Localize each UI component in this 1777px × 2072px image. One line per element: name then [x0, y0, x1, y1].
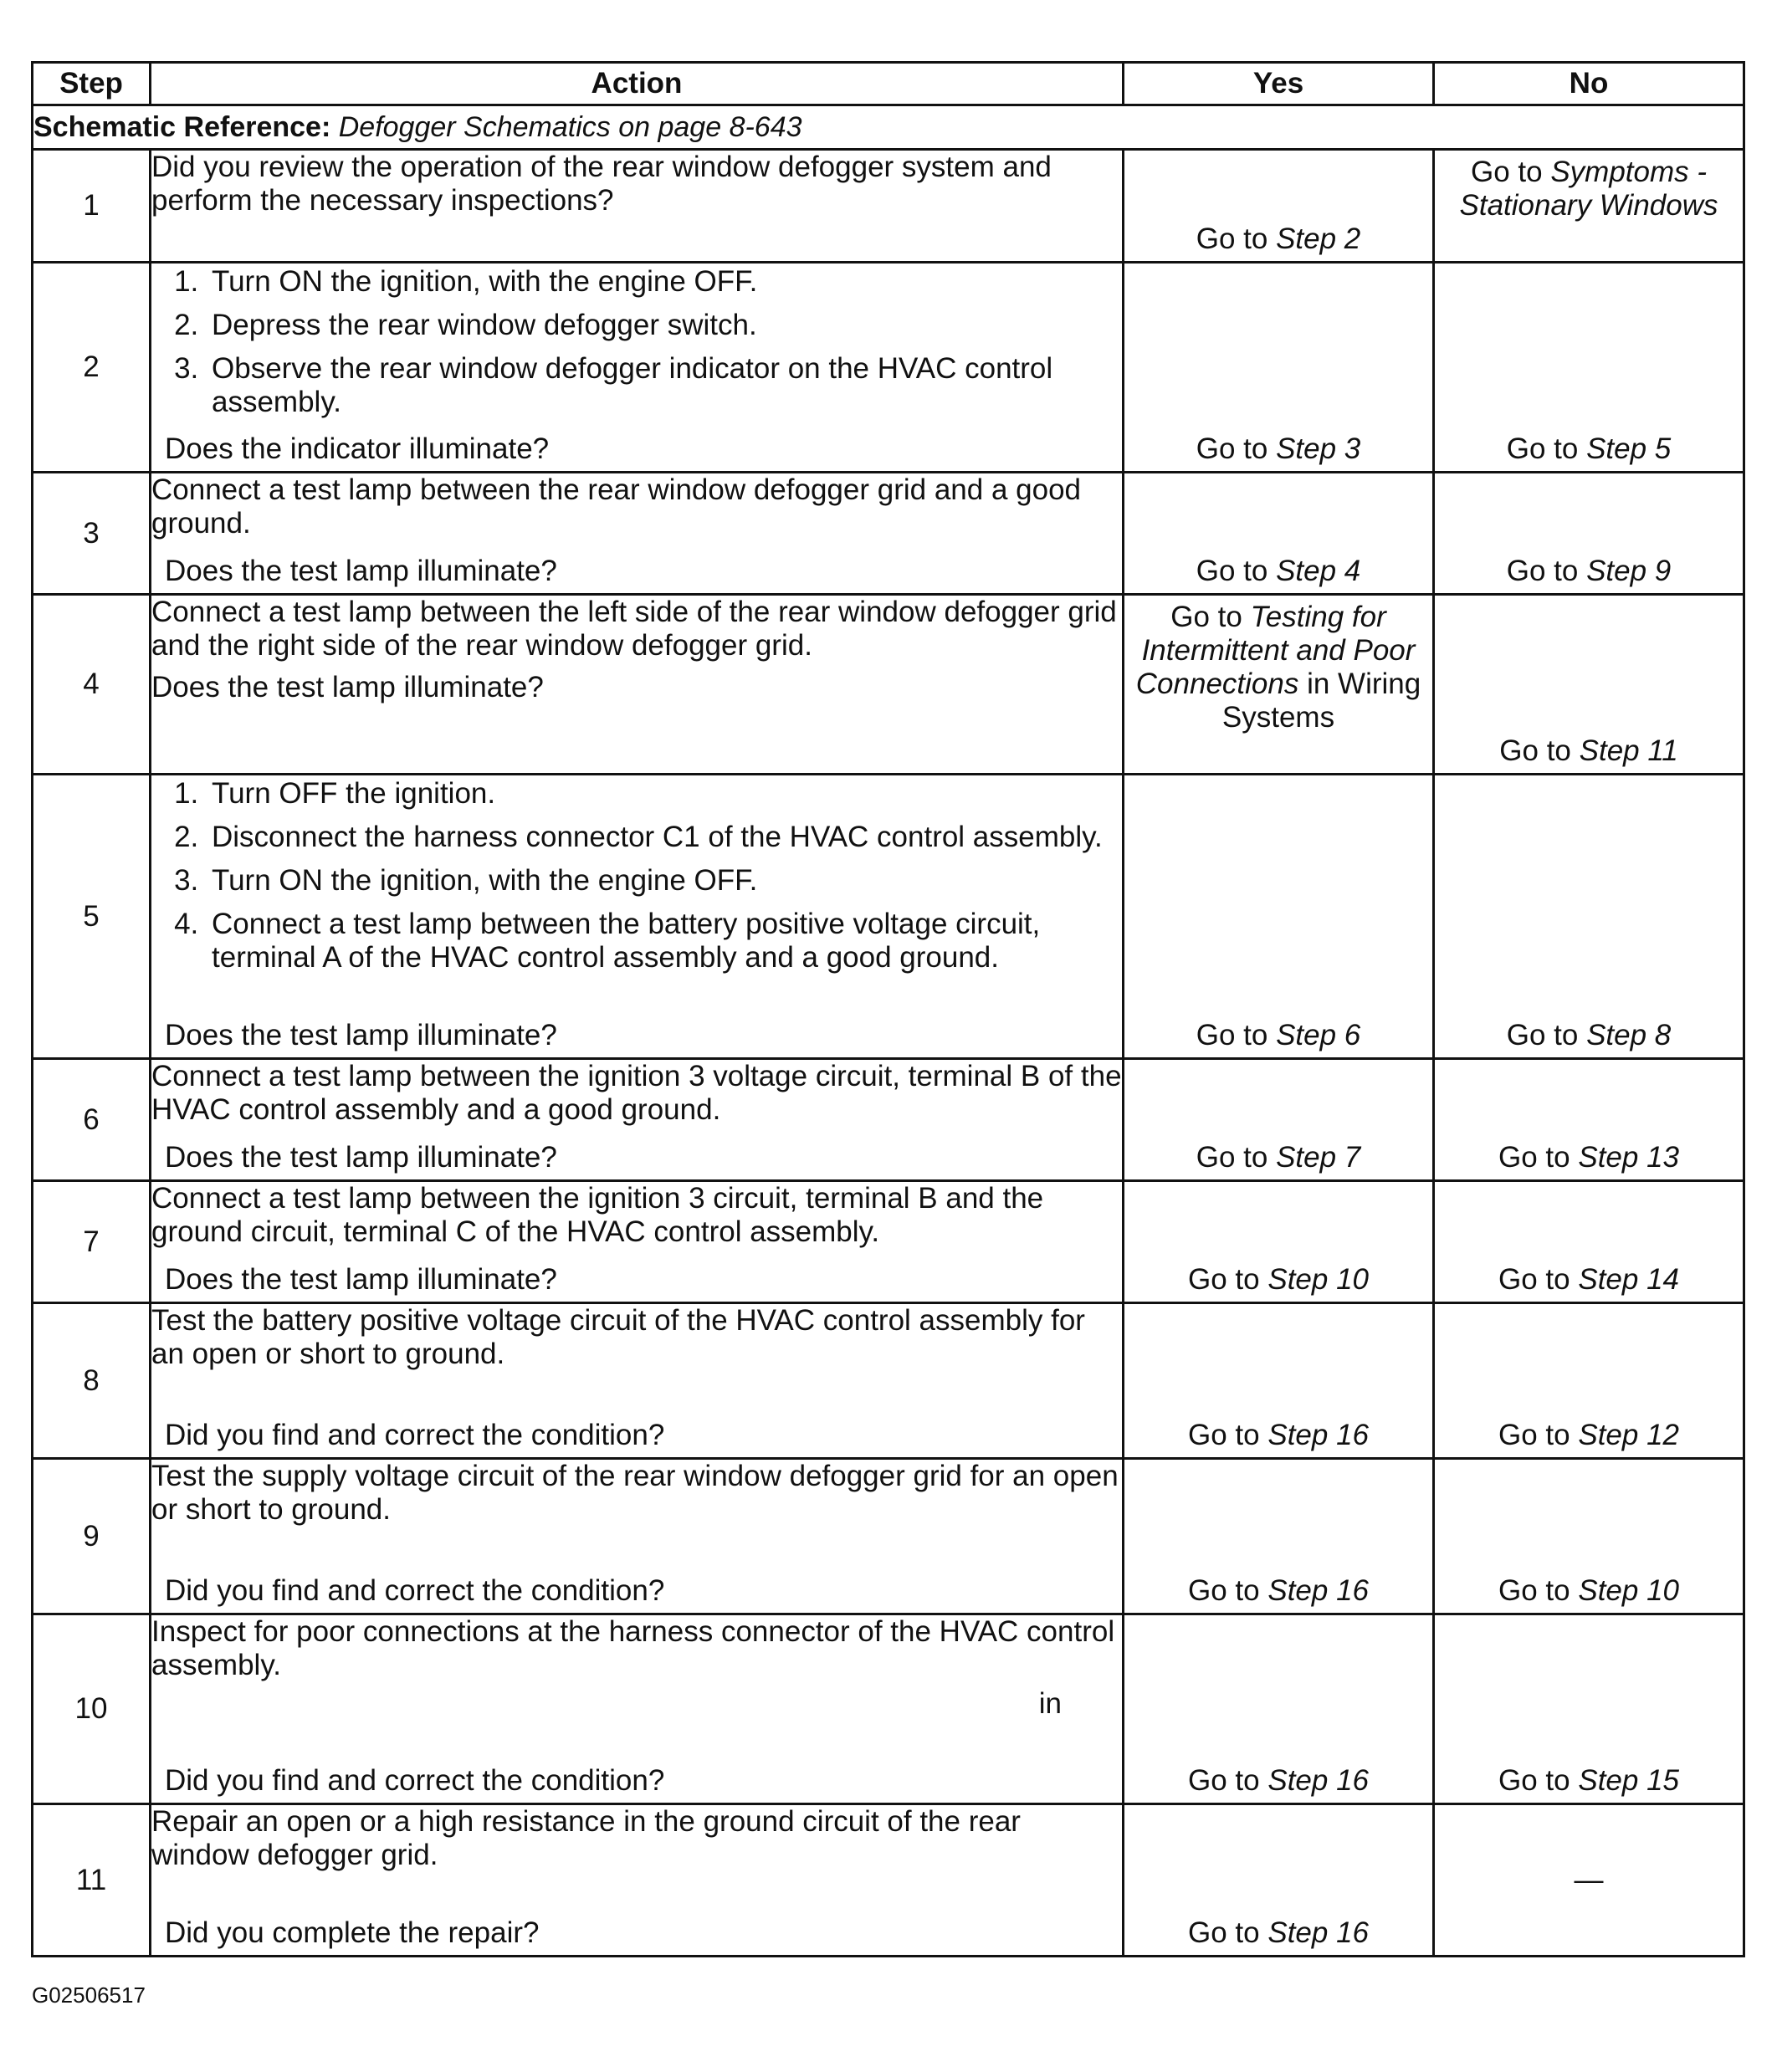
step-reference: Step 12: [1578, 1419, 1679, 1451]
yes-cell: [1124, 150, 1434, 263]
no-link[interactable]: [1435, 1263, 1743, 1297]
yes-link[interactable]: [1124, 432, 1432, 466]
action-text: Test the battery positive voltage circuit of the HVAC control assembly for an open or short to ground.: [151, 1304, 1085, 1370]
step-reference: Step 5: [1586, 432, 1672, 465]
no-cell: [1434, 775, 1744, 1059]
action-text: Connect a test lamp between the ignition 3 circuit, terminal B and the ground circuit, terminal C of the HVAC control assembly.: [151, 1182, 1044, 1248]
no-cell: [1434, 595, 1744, 775]
action-cell: [151, 473, 1124, 595]
no-link[interactable]: [1435, 1141, 1743, 1174]
diagnostic-table: [31, 61, 1745, 1957]
no-cell: [1434, 150, 1744, 263]
action-question: Does the test lamp illuminate?: [165, 1263, 557, 1296]
symptoms-reference: Symptoms - Stationary Windows: [1459, 156, 1718, 222]
action-steps-list: [151, 265, 1122, 419]
go-to-text: Go to: [1170, 601, 1242, 633]
testing-reference: Testing for Intermittent and Poor Connections: [1135, 601, 1416, 700]
action-question: Did you find and correct the condition?: [165, 1574, 665, 1607]
no-cell: [1434, 1303, 1744, 1459]
action-question: Did you find and correct the condition?: [165, 1419, 665, 1451]
yes-cell: [1124, 1303, 1434, 1459]
action-text: Did you review the operation of the rear window defogger system and perform the necessary inspections?: [151, 151, 1052, 217]
step-reference: Step 15: [1578, 1764, 1679, 1797]
action-question: Does the test lamp illuminate?: [165, 1141, 557, 1174]
step-reference: Step 10: [1267, 1263, 1369, 1296]
action-cell: [151, 595, 1124, 775]
yes-cell: [1124, 595, 1434, 775]
step-number: 8: [33, 1303, 151, 1459]
step-reference: Step 16: [1267, 1574, 1369, 1607]
yes-cell: [1124, 473, 1434, 595]
no-link[interactable]: [1435, 555, 1743, 588]
no-link[interactable]: [1435, 1764, 1743, 1798]
action-cell: [151, 1459, 1124, 1614]
stray-text: in: [1038, 1687, 1062, 1720]
step-reference: Step 3: [1276, 432, 1361, 465]
action-step-item: 4. Connect a test lamp between the battery positive voltage circuit, terminal A of the HVAC control assembly and a good ground.: [207, 908, 1122, 975]
go-to-text: Go to: [1470, 156, 1543, 188]
yes-cell: [1124, 263, 1434, 473]
action-cell: [151, 1804, 1124, 1957]
go-to-text: Go to: [1188, 1419, 1260, 1451]
go-to-text: Go to: [1188, 1916, 1260, 1949]
table-row: [33, 1614, 1744, 1804]
no-link[interactable]: [1435, 1019, 1743, 1052]
action-cell: [151, 150, 1124, 263]
step-reference: Step 10: [1578, 1574, 1679, 1607]
action-text: Repair an open or a high resistance in the ground circuit of the rear window defogger grid.: [151, 1805, 1021, 1871]
action-question: Did you find and correct the condition?: [165, 1764, 665, 1797]
not-applicable-dash: —: [1574, 1863, 1604, 1896]
step-reference: Step 4: [1276, 555, 1361, 587]
yes-cell: [1124, 1614, 1434, 1804]
step-reference: Step 16: [1267, 1419, 1369, 1451]
go-to-text: Go to: [1188, 1574, 1260, 1607]
step-number: 5: [33, 775, 151, 1059]
no-link[interactable]: [1435, 1419, 1743, 1452]
action-text: Connect a test lamp between the ignition 3 voltage circuit, terminal B of the HVAC control assembly and a good ground.: [151, 1060, 1122, 1126]
action-step-item: 2. Depress the rear window defogger switch.: [207, 309, 1122, 342]
action-question: Does the test lamp illuminate?: [165, 1019, 557, 1051]
schematic-reference-row: [33, 105, 1744, 150]
step-reference: Step 13: [1578, 1141, 1679, 1174]
action-text: Inspect for poor connections at the harness connector of the HVAC control assembly.: [151, 1615, 1115, 1681]
table-row: [33, 1804, 1744, 1957]
action-text: Connect a test lamp between the left side of the rear window defogger grid and the right side of the rear window defogger grid.: [151, 596, 1117, 662]
yes-cell: [1124, 775, 1434, 1059]
table-row: [33, 1181, 1744, 1303]
step-reference: Step 7: [1276, 1141, 1361, 1174]
go-to-text: Go to: [1196, 432, 1268, 465]
step-number: 6: [33, 1059, 151, 1181]
no-cell: [1434, 1614, 1744, 1804]
yes-cell: [1124, 1459, 1434, 1614]
action-step-item: 1. Turn ON the ignition, with the engine OFF.: [207, 265, 1122, 299]
schematic-reference-label: Schematic Reference:: [33, 111, 331, 143]
yes-cell: [1124, 1181, 1434, 1303]
table-row: [33, 775, 1744, 1059]
step-number: 10: [33, 1614, 151, 1804]
action-step-item: 3. Turn ON the ignition, with the engine OFF.: [207, 864, 1122, 898]
schematic-reference: [33, 105, 1744, 150]
yes-link[interactable]: [1124, 1263, 1432, 1297]
yes-link[interactable]: [1124, 1141, 1432, 1174]
go-to-text: Go to: [1506, 432, 1579, 465]
table-row: [33, 263, 1744, 473]
step-number: 11: [33, 1804, 151, 1957]
yes-link[interactable]: [1124, 1019, 1432, 1052]
action-step-item: 1. Turn OFF the ignition.: [207, 777, 1122, 811]
wiring-systems-text: in Wiring Systems: [1221, 668, 1421, 734]
step-number: 1: [33, 150, 151, 263]
yes-link[interactable]: [1124, 1916, 1432, 1950]
no-cell: [1434, 263, 1744, 473]
step-number: 2: [33, 263, 151, 473]
go-to-text: Go to: [1498, 1764, 1570, 1797]
header-row: [33, 63, 1744, 105]
table-row: [33, 1059, 1744, 1181]
action-question: Did you complete the repair?: [165, 1916, 540, 1949]
action-question: Does the indicator illuminate?: [165, 432, 550, 465]
step-reference: Step 14: [1578, 1263, 1679, 1296]
go-to-text: Go to: [1506, 555, 1579, 587]
step-number: 4: [33, 595, 151, 775]
go-to-text: Go to: [1188, 1263, 1260, 1296]
go-to-text: Go to: [1499, 734, 1571, 767]
action-cell: [151, 1614, 1124, 1804]
no-link[interactable]: [1435, 1574, 1743, 1608]
step-reference: Step 8: [1586, 1019, 1672, 1051]
no-link[interactable]: [1435, 734, 1743, 768]
go-to-text: Go to: [1196, 555, 1268, 587]
yes-link[interactable]: [1124, 1574, 1432, 1608]
no-cell: [1434, 1181, 1744, 1303]
schematic-reference-link[interactable]: Defogger Schematics on page 8-643: [338, 111, 802, 143]
action-question: Does the test lamp illuminate?: [151, 671, 544, 703]
go-to-text: Go to: [1498, 1141, 1570, 1174]
no-link[interactable]: [1435, 156, 1743, 223]
step-number: 7: [33, 1181, 151, 1303]
header-yes: Yes: [1124, 63, 1434, 105]
step-number: 9: [33, 1459, 151, 1614]
step-number: 3: [33, 473, 151, 595]
step-reference: Step 2: [1276, 223, 1361, 255]
action-question: Does the test lamp illuminate?: [165, 555, 557, 587]
action-cell: [151, 1181, 1124, 1303]
table-row: [33, 595, 1744, 775]
yes-link[interactable]: [1124, 223, 1432, 256]
no-cell: [1434, 1059, 1744, 1181]
yes-link[interactable]: [1124, 601, 1432, 734]
go-to-text: Go to: [1188, 1764, 1260, 1797]
no-cell: [1434, 473, 1744, 595]
go-to-text: Go to: [1196, 1141, 1268, 1174]
table-row: [33, 1459, 1744, 1614]
table-row: [33, 473, 1744, 595]
no-cell: [1434, 1804, 1744, 1957]
header-action: Action: [151, 63, 1124, 105]
action-step-item: 3. Observe the rear window defogger indicator on the HVAC control assembly.: [207, 352, 1122, 419]
action-cell: [151, 263, 1124, 473]
no-cell: [1434, 1459, 1744, 1614]
yes-cell: [1124, 1804, 1434, 1957]
go-to-text: Go to: [1196, 1019, 1268, 1051]
action-cell: [151, 775, 1124, 1059]
yes-link[interactable]: [1124, 1419, 1432, 1452]
go-to-text: Go to: [1498, 1263, 1570, 1296]
action-cell: [151, 1059, 1124, 1181]
step-reference: Step 16: [1267, 1916, 1369, 1949]
action-step-item: 2. Disconnect the harness connector C1 of the HVAC control assembly.: [207, 821, 1122, 854]
go-to-text: Go to: [1498, 1419, 1570, 1451]
yes-link[interactable]: [1124, 1764, 1432, 1798]
table-row: [33, 1303, 1744, 1459]
figure-id: G02506517: [32, 1982, 146, 2008]
action-steps-list: [151, 777, 1122, 975]
table-row: [33, 150, 1744, 263]
yes-link[interactable]: [1124, 555, 1432, 588]
yes-cell: [1124, 1059, 1434, 1181]
go-to-text: Go to: [1196, 223, 1268, 255]
go-to-text: Go to: [1506, 1019, 1579, 1051]
step-reference: Step 11: [1579, 734, 1678, 767]
step-reference: Step 6: [1276, 1019, 1361, 1051]
go-to-text: Go to: [1498, 1574, 1570, 1607]
action-text: Connect a test lamp between the rear window defogger grid and a good ground.: [151, 473, 1081, 540]
header-step: Step: [33, 63, 151, 105]
header-no: No: [1434, 63, 1744, 105]
step-reference: Step 9: [1586, 555, 1672, 587]
no-link[interactable]: [1435, 432, 1743, 466]
action-text: Test the supply voltage circuit of the rear window defogger grid for an open or short to ground.: [151, 1460, 1119, 1526]
step-reference: Step 16: [1267, 1764, 1369, 1797]
action-cell: [151, 1303, 1124, 1459]
